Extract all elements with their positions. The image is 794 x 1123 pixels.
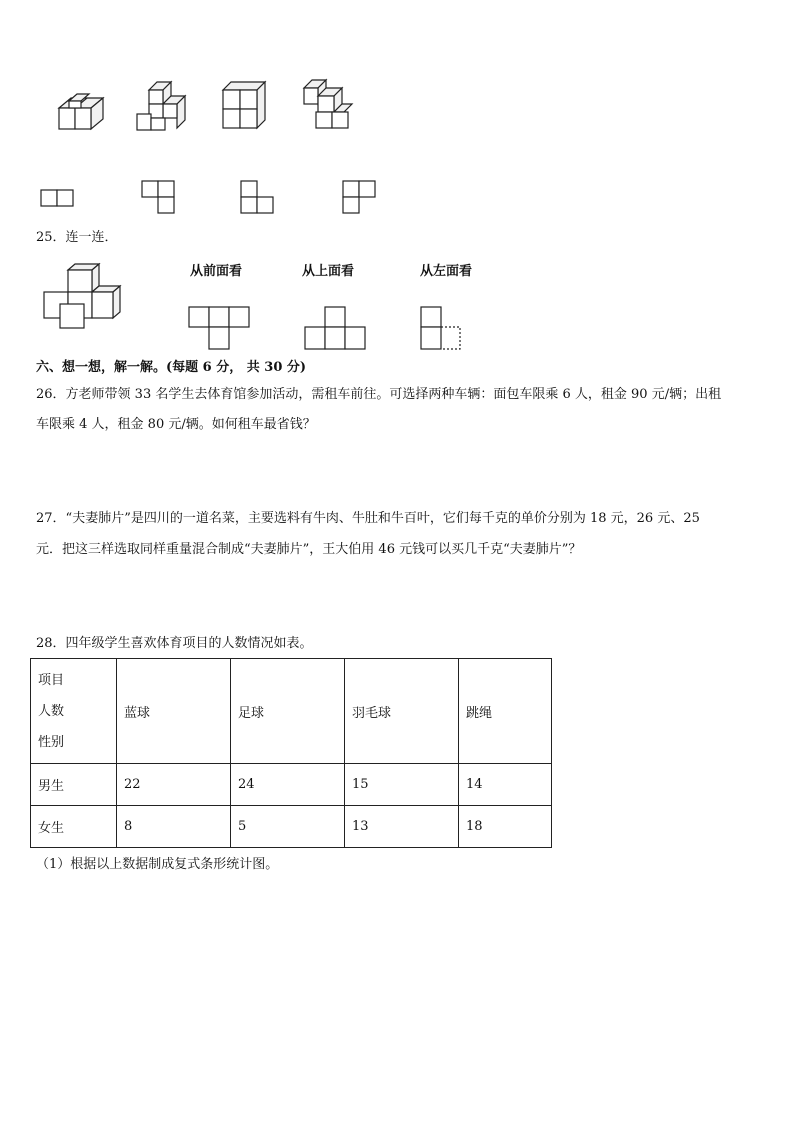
question-27-line1: 27．“夫妻肺片”是四川的一道名菜，主要选料有牛肉、牛肚和牛百叶，它们每千克的单价分别为 18 元，26 元、25 xyxy=(36,511,700,526)
view-shape-3 xyxy=(240,180,276,216)
view-label-top: 从上面看 xyxy=(302,264,355,279)
q25-solid-figure xyxy=(42,262,124,332)
question-26-line2: 车限乘 4 人，租金 80 元/辆。如何租车最省钱？ xyxy=(36,417,316,432)
table-header-row xyxy=(31,659,552,764)
table-cell: 18 xyxy=(459,806,552,848)
table-cell: 5 xyxy=(231,806,345,848)
view-shape-1 xyxy=(40,189,76,209)
solid-figure-3 xyxy=(219,82,269,130)
top-view-shape xyxy=(304,306,368,352)
question-28-title: 28．四年级学生喜欢体育项目的人数情况如表。 xyxy=(36,636,313,651)
row-label-girls: 女生 xyxy=(31,806,117,848)
solid-figure-2 xyxy=(135,82,187,134)
corner-label-gender: 性别 xyxy=(38,734,65,750)
view-shape-4 xyxy=(342,180,378,216)
solid-figure-1 xyxy=(55,92,105,134)
table-row-girls xyxy=(31,806,552,848)
section-6-heading: 六、想一想，解一解。(每题 6 分， 共 30 分) xyxy=(36,360,307,375)
table-cell: 14 xyxy=(459,764,552,806)
corner-label-count: 人数 xyxy=(38,703,65,719)
table-cell: 13 xyxy=(345,806,459,848)
question-26-line1: 26．方老师带领 33 名学生去体育馆参加活动，需租车前往。可选择两种车辆：面包车限乘 6 人，租金 90 元/辆；出租 xyxy=(36,387,722,402)
front-view-shape xyxy=(188,306,252,352)
view-label-left: 从左面看 xyxy=(420,264,473,279)
table-row-boys xyxy=(31,764,552,806)
question-25-title: 25．连一连． xyxy=(36,230,118,245)
table-cell: 8 xyxy=(117,806,231,848)
column-header-football: 足球 xyxy=(231,659,345,764)
table-cell: 24 xyxy=(231,764,345,806)
question-27-line2: 元．把这三样选取同样重量混合制成“夫妻肺片”，王大伯用 46 元钱可以买几千克“夫妻肺片”？ xyxy=(36,542,582,557)
column-header-basketball: 蓝球 xyxy=(117,659,231,764)
column-header-jump-rope: 跳绳 xyxy=(459,659,552,764)
row-label-boys: 男生 xyxy=(31,764,117,806)
question-28-sub1: （1）根据以上数据制成复式条形统计图。 xyxy=(36,857,279,872)
view-shape-2 xyxy=(141,180,177,216)
column-header-badminton: 羽毛球 xyxy=(345,659,459,764)
solid-figure-4 xyxy=(298,78,356,132)
table-cell: 15 xyxy=(345,764,459,806)
corner-label-item: 项目 xyxy=(38,672,65,688)
view-label-front: 从前面看 xyxy=(190,264,243,279)
table-corner-cell xyxy=(31,659,117,764)
table-cell: 22 xyxy=(117,764,231,806)
sports-data-table xyxy=(30,658,552,848)
left-view-shape xyxy=(420,306,466,352)
